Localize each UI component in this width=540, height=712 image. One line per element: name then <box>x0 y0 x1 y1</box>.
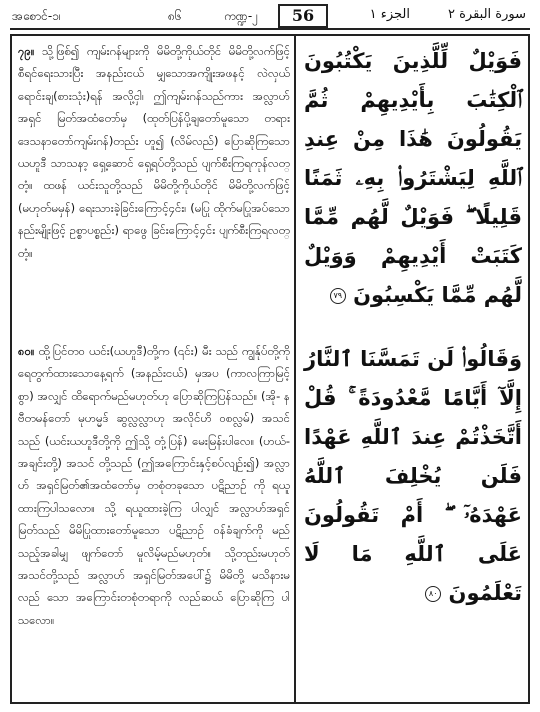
column-divider <box>294 34 296 704</box>
verse-number: ၈၀။ <box>18 344 35 358</box>
arabic-verse-79 <box>304 42 522 315</box>
surah-title: سورة البقرة ٢ <box>447 7 526 22</box>
page-number: 56 <box>278 4 328 28</box>
page-number-burmese: ၈၆ <box>168 9 182 23</box>
arabic-verse-80 <box>304 340 522 613</box>
verse-end-marker: ٨٠ <box>425 586 441 602</box>
book-label: အစောင်-၁၊ <box>12 9 61 23</box>
verse-number: ၇၉။ <box>18 44 35 58</box>
arabic-text: وَقَالُوا۟ لَن تَمَسَّنَا ٱلنَّارُ إِلَّآ أَيَّامًا مَّعْدُودَةً ۚ قُلْ أَتَّخَذْتُمْ عِندَ ٱللَّهِ عَهْدًا فَلَن يُخْلِفَ ٱللَّهُ عَهْدَهُۥٓ ۖ أَمْ تَقُولُونَ عَلَى ٱللَّهِ مَا لَا تَعْلَمُونَ <box>304 347 522 605</box>
page-header <box>10 6 530 30</box>
verse-text: သို့ဖြစ်၍ ကျမ်းဂန်များကို မိမိတို့ကိုယ်တိုင် မိမိတို့လက်ဖြင့် စီရင်ရေးသားပြီး အနည်းငယ် မျှသောအကျိုးအဖနင့် လဲလှယ်ရောင်းချ(စားသုံး)ရန် အလို့ငှါ၊ ဤကျမ်းဂန်သည်ကား အလ္လာဟ်အရှင် မြတ်အထံတော်မှ (ထုတ်ပြန်ပို့ချတော်မူသော တရား ဒေသနာတော်ကျမ်းဂန်)တည်း ဟူ၍ (လိမ်လည်) ပြောဆိုကြသော ယဟူဒီ သာသနာ့ ရှေ့ဆောင် ရှေ့ရပ်တို့သည် ပျက်စီးကြရကုန်လတ္တံ့။ ထဖန် ယင်းသူတို့သည် မိမိတို့ကိုယ်တိုင် မိမိတို့လက်ဖြင့် (မဟုတ်မမှန်) ရေးသားခဲ့ခြင်းကြောင့်၄င်း၊ (မပြု ထိုက်မပြုအပ်သော နည်းမျိုးဖြင့် ဥစ္စာပစ္စည်း) ရာဖွေ ခြင်းကြောင့်၄င်း ပျက်စီးကြရလတ္တံ့။ <box>18 44 290 260</box>
translation-verse-80 <box>18 340 290 631</box>
arabic-text: فَوَيْلٌ لِّلَّذِينَ يَكْتُبُونَ ٱلْكِتَٰبَ بِأَيْدِيهِمْ ثُمَّ يَقُولُونَ هَٰذَا مِنْ عِندِ ٱللَّهِ لِيَشْتَرُوا۟ بِهِۦ ثَمَنًا قَلِيلًا ۖ فَوَيْلٌ لَّهُم مِّمَّا كَتَبَتْ أَيْدِيهِمْ وَوَيْلٌ لَّهُم مِّمَّا يَكْسِبُونَ <box>304 49 522 307</box>
para-label: ကဏ္ဍ-၂ <box>224 9 259 23</box>
verse-text: ထို့ပြင်တဝ ယင်း(ယဟူဒီ)တို့က (၎င်း) မီး သည် ကျွန်ုပ်တို့ကို ရေတွက်ထားသောနေ့ရက် (အနည်းငယ်) မှအပ (ကာလကြာမြင့်စွာ) အလျှင် ထိရောက်မည်မဟုတ်ဟု ပြောဆိုကြပြန်သည်။ (အို- နဗီတမန်တော် မုဟမ္မဒ် ဆွလ္လလ္လာဟု အလိုင်ဟိ ဝစလ္လမ်) အသင်သည် (ယင်းယဟူဒီတို့ကို ဤသို့ တုံ့ပြန်) မေးမြန်းပါလေ။ (ဟယ်-အချင်းတို့) အသင် တို့သည် (ဤအကြောင်းနှင့်စပ်လျဉ်း၍) အလ္လာဟ် အရှင်မြတ်၏အထံတော်မှ တစုံတခုသော ပဋိညာဉ် ကို ရယူထားကြပါသလော။ သို့ ရယူထားခဲ့ကြ ပါလျှင် အလ္လာဟ်အရှင်မြတ်သည် မိမိပြုထားတော်မူသော ပဋိညာဉ် ဝန်ခံချက်ကို မည်သည့်အခါမျှ ဖျက်တော် မူလိမ့်မည်မဟုတ်။ သို့တည်းမဟုတ် အသင်တို့သည် အလ္လာဟ် အရှင်မြတ်အပေါ်၌ မိမိတို့ မသိနားမလည် သော အကြောင်းတစုံတရာကို လည်ဆယ် ပြောဆိုကြ ပါသလော။ <box>18 344 291 627</box>
juz-label: الجزء ١ <box>369 7 410 22</box>
verse-end-marker: ٧٩ <box>330 288 346 304</box>
translation-verse-79 <box>18 40 290 264</box>
